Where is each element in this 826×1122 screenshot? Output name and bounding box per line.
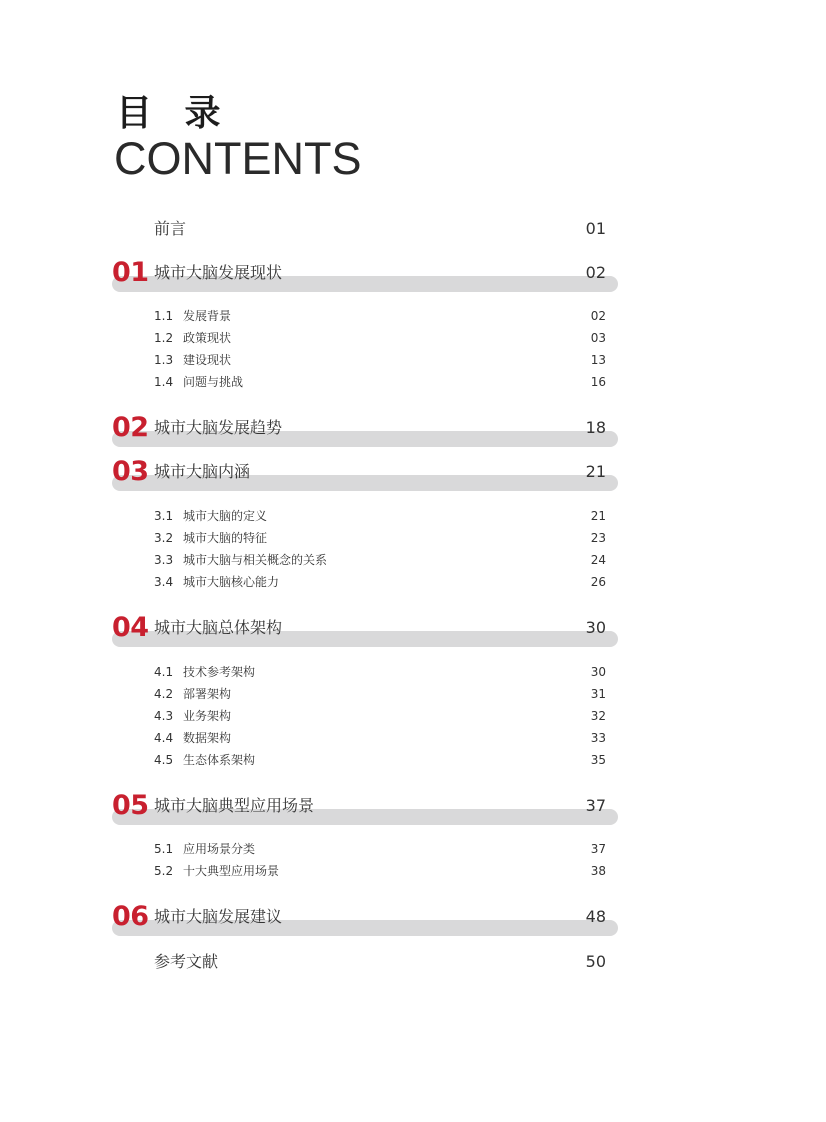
section-number: 5.1 [154, 842, 174, 856]
section-page: 30 [590, 665, 606, 679]
section-page: 37 [590, 842, 606, 856]
section-page: 38 [590, 864, 606, 878]
toc-section-3-2[interactable] [154, 528, 606, 548]
toc-section-1-2[interactable] [154, 328, 606, 348]
section-title: 数据架构 [183, 731, 232, 745]
toc-section-5-1[interactable] [154, 839, 606, 859]
section-page: 31 [590, 687, 606, 701]
section-title: 发展背景 [183, 309, 232, 323]
toc-section-5-2[interactable] [154, 861, 606, 881]
toc-section-4-1[interactable] [154, 662, 606, 682]
section-number: 4.3 [154, 709, 174, 723]
chapter-number: 06 [112, 901, 149, 932]
section-number: 3.1 [154, 509, 174, 523]
chapter-number: 01 [112, 257, 149, 288]
toc-chapter-03[interactable] [112, 457, 618, 491]
toc-entry-label: 前言 [154, 219, 187, 238]
section-page: 02 [590, 309, 606, 323]
toc-entry-references[interactable] [154, 950, 606, 974]
toc-section-3-4[interactable] [154, 572, 606, 592]
section-title: 城市大脑的定义 [183, 509, 268, 523]
section-number: 4.2 [154, 687, 174, 701]
toc-section-4-4[interactable] [154, 728, 606, 748]
toc-section-1-1[interactable] [154, 306, 606, 326]
toc-chapter-04[interactable] [112, 613, 618, 647]
section-page: 03 [590, 331, 606, 345]
section-page: 21 [590, 509, 606, 523]
toc-entry-page: 50 [585, 952, 606, 971]
toc-chapter-01[interactable] [112, 258, 618, 292]
toc-section-3-1[interactable] [154, 506, 606, 526]
section-number: 4.5 [154, 753, 174, 767]
chapter-title: 城市大脑发展建议 [154, 907, 283, 926]
toc-section-3-3[interactable] [154, 550, 606, 570]
section-title: 城市大脑与相关概念的关系 [183, 553, 328, 567]
chapter-page: 02 [585, 263, 606, 282]
toc-entry-label: 参考文献 [154, 952, 219, 971]
section-title: 生态体系架构 [183, 753, 256, 767]
section-page: 16 [590, 375, 606, 389]
toc-title-chinese: 目 录 [116, 93, 231, 134]
toc-chapter-06[interactable] [112, 902, 618, 936]
section-number: 3.4 [154, 575, 174, 589]
toc-title-english: CONTENTS [114, 133, 362, 184]
chapter-title: 城市大脑典型应用场景 [154, 796, 315, 815]
section-number: 1.1 [154, 309, 174, 323]
section-page: 23 [590, 531, 606, 545]
section-page: 35 [590, 753, 606, 767]
chapter-title: 城市大脑总体架构 [154, 618, 283, 637]
toc-section-1-3[interactable] [154, 350, 606, 370]
chapter-number: 02 [112, 412, 149, 443]
section-number: 1.4 [154, 375, 174, 389]
chapter-number: 05 [112, 790, 149, 821]
section-number: 1.3 [154, 353, 174, 367]
section-title: 部署架构 [183, 687, 232, 701]
section-title: 城市大脑的特征 [183, 531, 268, 545]
section-title: 十大典型应用场景 [183, 864, 280, 878]
toc-entry-page: 01 [585, 219, 606, 238]
chapter-title: 城市大脑发展现状 [154, 263, 283, 282]
chapter-page: 30 [585, 618, 606, 637]
section-number: 4.4 [154, 731, 174, 745]
section-title: 问题与挑战 [183, 375, 244, 389]
section-number: 4.1 [154, 665, 174, 679]
section-page: 26 [590, 575, 606, 589]
section-page: 24 [590, 553, 606, 567]
toc-chapter-05[interactable] [112, 791, 618, 825]
section-title: 技术参考架构 [183, 665, 256, 679]
chapter-title: 城市大脑内涵 [154, 462, 251, 481]
toc-entry-preface[interactable] [154, 217, 606, 241]
section-page: 13 [590, 353, 606, 367]
chapter-page: 18 [585, 418, 606, 437]
chapter-page: 37 [585, 796, 606, 815]
toc-section-1-4[interactable] [154, 372, 606, 392]
section-number: 5.2 [154, 864, 174, 878]
section-title: 应用场景分类 [183, 842, 256, 856]
section-title: 城市大脑核心能力 [183, 575, 280, 589]
toc-section-4-2[interactable] [154, 684, 606, 704]
chapter-number: 04 [112, 612, 149, 643]
section-title: 建设现状 [183, 353, 232, 367]
section-number: 3.3 [154, 553, 174, 567]
section-page: 32 [590, 709, 606, 723]
chapter-page: 48 [585, 907, 606, 926]
section-page: 33 [590, 731, 606, 745]
toc-section-4-3[interactable] [154, 706, 606, 726]
toc-chapter-02[interactable] [112, 413, 618, 447]
section-title: 业务架构 [183, 709, 232, 723]
section-title: 政策现状 [183, 331, 232, 345]
chapter-page: 21 [585, 462, 606, 481]
chapter-number: 03 [112, 456, 149, 487]
section-number: 3.2 [154, 531, 174, 545]
toc-section-4-5[interactable] [154, 750, 606, 770]
chapter-title: 城市大脑发展趋势 [154, 418, 283, 437]
section-number: 1.2 [154, 331, 174, 345]
